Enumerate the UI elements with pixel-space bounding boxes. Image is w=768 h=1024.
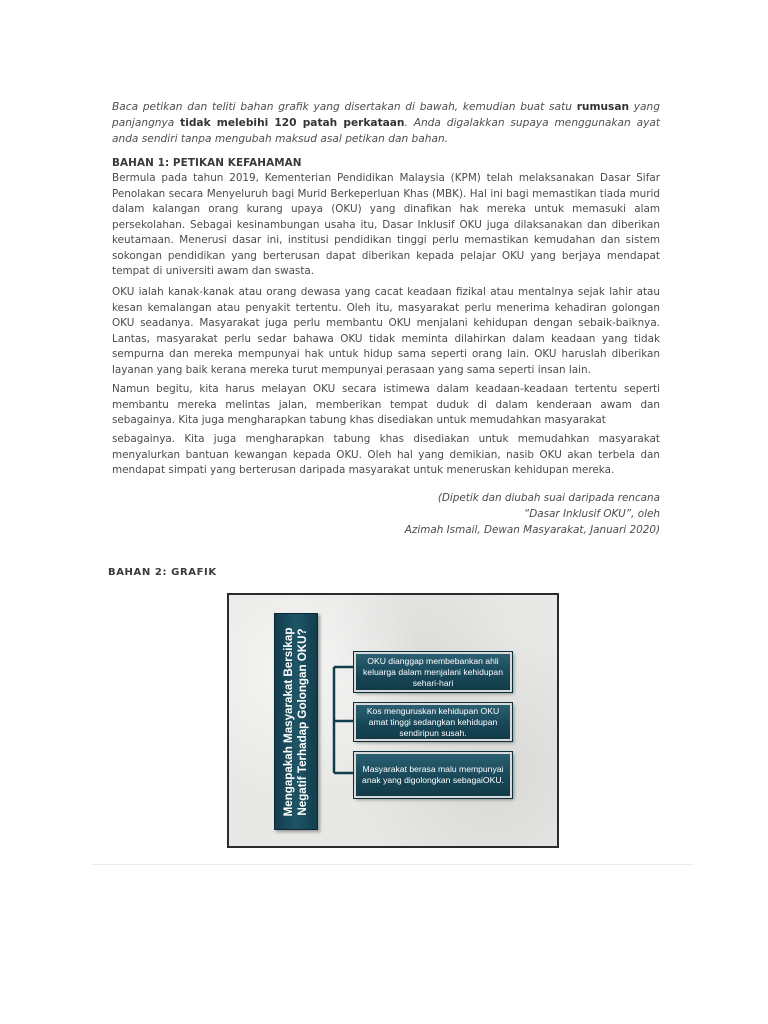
instruction-part-1: Baca petikan dan teliti bahan grafik yang disertakan di bawah, kemudian buat satu bbox=[112, 101, 577, 113]
citation-line-1: (Dipetik dan diubah suai daripada rencana bbox=[437, 492, 660, 504]
instruction-part-3: . Anda digalakkan supaya menggunakan ayat anda sendiri tanpa mengubah maksud asal petikan dan bahan. bbox=[112, 117, 661, 145]
diagram-item-3 bbox=[354, 752, 512, 798]
instruction-bold-word-limit: tidak melebihi 120 patah perkataan bbox=[180, 117, 405, 129]
instruction-text bbox=[112, 99, 660, 147]
diagram-connector-lines bbox=[316, 595, 356, 848]
bahan2-title: BAHAN 2: GRAFIK bbox=[108, 567, 217, 578]
passage-paragraph-3: Namun begitu, kita harus melayan OKU secara istimewa dalam keadaan-keadaan tertentu seperti membantu mereka melintas jalan, memberikan tempat duduk di dalam kenderaan awam dan sebagainya. Kita juga mengharapkan tabung khas disediakan untuk memudahkan masyarakat bbox=[112, 383, 660, 426]
page-divider bbox=[92, 864, 694, 865]
passage-paragraph-4: sebagainya. Kita juga mengharapkan tabung khas disediakan untuk memudahkan masyarakat menyalurkan bantuan kewangan kepada OKU. Oleh hal yang demikian, nasib OKU akan terbela dan mendapat simpati yang berterusan daripada masyarakat untuk meneruskan kehidupan mereka. bbox=[112, 433, 660, 476]
instruction-bold-rumusan: rumusan bbox=[576, 101, 630, 113]
diagram-item-1 bbox=[354, 652, 512, 692]
diagram-heading-box bbox=[274, 613, 318, 830]
citation-line-2: “Dasar Inklusif OKU”, oleh bbox=[523, 508, 660, 520]
diagram-heading: Mengapakah Masyarakat Bersikap Negatif Terhadap Golongan OKU? bbox=[282, 627, 309, 816]
instruction-part-2: yang panjangnya bbox=[112, 101, 660, 129]
diagram-item-2-text: Kos menguruskan kehidupan OKU amat tinggi sedangkan kehidupan sendiripun susah. bbox=[366, 705, 500, 738]
citation-line-3: Azimah Ismail, Dewan Masyarakat, Januari 2020) bbox=[404, 524, 660, 536]
citation bbox=[300, 490, 660, 538]
diagram-item-3-text: Masyarakat berasa malu mempunyai anak yang digolongkan sebagaiOKU. bbox=[362, 764, 504, 785]
diagram-item-2 bbox=[354, 703, 512, 741]
bahan1-title: BAHAN 1: PETIKAN KEFAHAMAN bbox=[112, 157, 302, 169]
graphic-figure bbox=[227, 593, 559, 848]
passage-paragraph-1: Bermula pada tahun 2019, Kementerian Pendidikan Malaysia (KPM) telah melaksanakan Dasar Sifar Penolakan secara Menyeluruh bagi Murid Berkeperluan Khas (MBK). Hal ini bagi memastikan tiada murid dalam kalangan orang kurang upaya (OKU) yang dinafikan hak mereka untuk memasuki alam persekolahan. Sebagai kesinambungan usaha itu, Dasar Inklusif OKU juga dilaksanakan dan diberikan keutamaan. Menerusi dasar ini, institusi pendidikan tinggi perlu memastikan kemudahan dan sistem sokongan pendidikan yang berterusan dapat diberikan kepada pelajar OKU yang berjaya mendapat tempat di universiti awam dan swasta. bbox=[112, 172, 660, 277]
diagram-item-1-text: OKU dianggap membebankan ahli keluarga dalam menjalani kehidupan sehari-hari bbox=[363, 655, 503, 688]
passage-paragraph-2: OKU ialah kanak-kanak atau orang dewasa yang cacat keadaan fizikal atau mentalnya sejak lahir atau kesan kemalangan atau penyakit tertentu. Oleh itu, masyarakat perlu menerima kehadiran golongan OKU seadanya. Masyarakat juga perlu membantu OKU menjalani kehidupan dengan sebaik-baiknya. Lantas, masyarakat perlu sedar bahawa OKU tidak meminta dilahirkan dalam keadaan yang tidak sempurna dan mereka mempunyai hak untuk hidup sama seperti orang lain. OKU haruslah diberikan layanan yang baik kerana mereka turut mempunyai perasaan yang sama seperti insan lain. bbox=[112, 286, 660, 376]
